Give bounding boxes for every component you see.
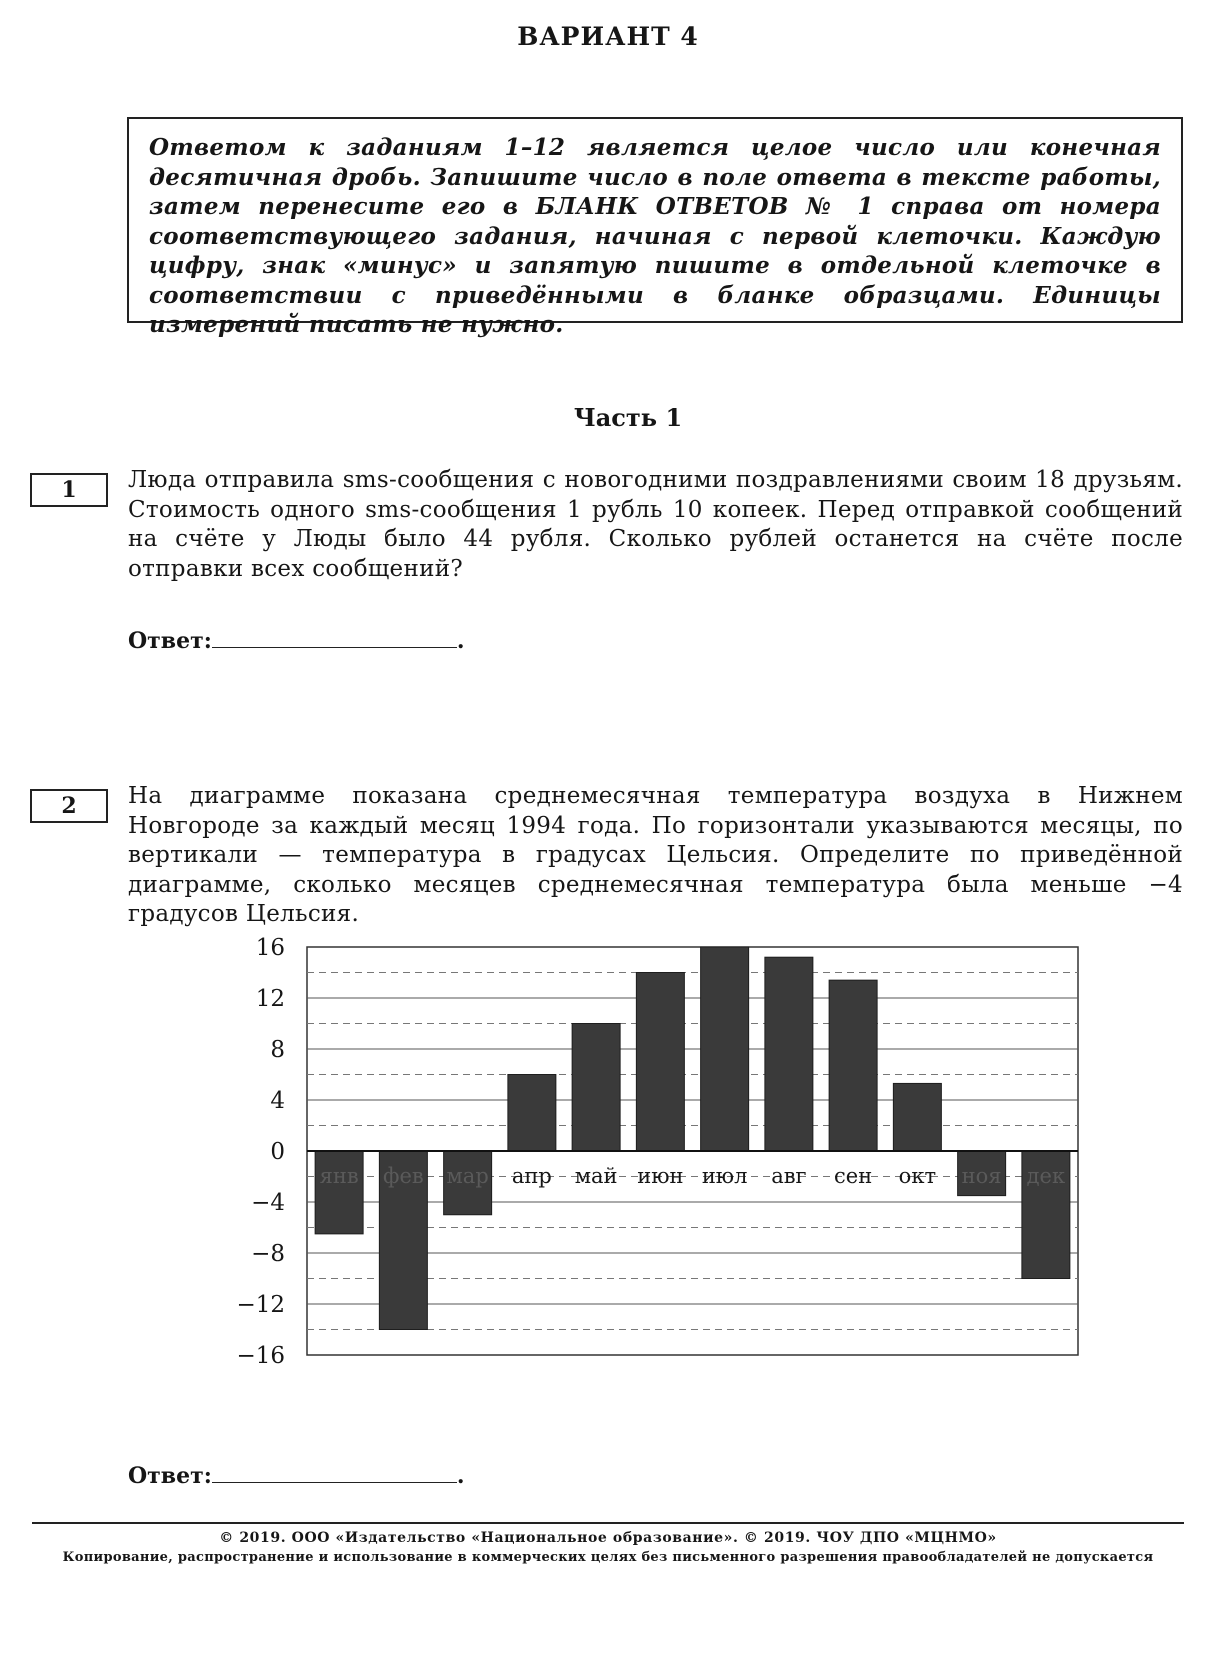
footer-copyright: © 2019. ООО «Издательство «Национальное образование». © 2019. ЧОУ ДПО «МЦНМО» bbox=[219, 1530, 997, 1546]
x-category-label: сен bbox=[834, 1164, 873, 1188]
instruction-text: Ответом к заданиям 1–12 является целое число или конечная десятичная дробь. Запишите число в поле ответа в тексте работы, затем перенесите его в БЛАНК ОТВЕТОВ № 1 справа от номера соответствующего задания, начиная с первой клеточки. Каждую цифру, знак «минус» и запятую пишите в отдельной клеточке в соответствии с приведёнными в бланке образцами. Единицы измерений писать не нужно. bbox=[149, 134, 1161, 338]
part-title: Часть 1 bbox=[573, 403, 683, 432]
y-tick-label: −12 bbox=[236, 1292, 285, 1318]
bar-апр bbox=[508, 1075, 556, 1152]
answer-line-2 bbox=[128, 1463, 465, 1489]
bar-окт bbox=[893, 1083, 941, 1151]
y-tick-label: 4 bbox=[270, 1088, 285, 1114]
x-category-label: фев bbox=[383, 1164, 424, 1188]
y-tick-label: 0 bbox=[270, 1139, 285, 1165]
x-category-label: ноя bbox=[961, 1164, 1002, 1188]
y-tick-label: −4 bbox=[251, 1190, 285, 1216]
task-number-1: 1 bbox=[30, 473, 108, 507]
footer-divider bbox=[32, 1522, 1184, 1524]
x-category-label: мар bbox=[446, 1164, 489, 1188]
x-category-label: дек bbox=[1026, 1164, 1066, 1188]
x-category-label: авг bbox=[771, 1164, 807, 1188]
bar-май bbox=[572, 1024, 620, 1152]
x-category-label: окт bbox=[898, 1164, 937, 1188]
instruction-box bbox=[127, 117, 1183, 338]
answer-label: Ответ: bbox=[128, 1463, 212, 1489]
answer-line-1 bbox=[128, 628, 465, 654]
answer-end: . bbox=[456, 628, 465, 654]
x-category-label: янв bbox=[319, 1164, 359, 1188]
x-category-label: июн bbox=[637, 1164, 684, 1188]
answer-blank[interactable] bbox=[212, 629, 457, 648]
y-tick-label: 12 bbox=[255, 986, 285, 1012]
y-tick-label: 16 bbox=[255, 935, 285, 961]
y-tick-label: −16 bbox=[236, 1343, 285, 1365]
task-text-2: На диаграмме показана среднемесячная температура воздуха в Нижнем Новгороде за каждый месяц 1994 года. По горизонтали указываются месяцы, по вертикали — температура в градусах Цельсия. Определите по приведённой диаграмме, сколько месяцев среднемесячная температура была меньше −4 градусов Цельсия. bbox=[128, 783, 1183, 927]
y-tick-label: 8 bbox=[270, 1037, 285, 1063]
chart-svg bbox=[210, 925, 1090, 1365]
bar-июн bbox=[636, 973, 684, 1152]
bar-авг bbox=[765, 957, 813, 1151]
temperature-chart bbox=[210, 925, 1090, 1365]
footer-notice: Копирование, распространение и использование в коммерческих целях без письменного разрешения правообладателей не допускается bbox=[62, 1550, 1154, 1565]
x-category-label: июл bbox=[701, 1164, 748, 1188]
answer-label: Ответ: bbox=[128, 628, 212, 654]
bar-сен bbox=[829, 980, 877, 1151]
x-category-label: май bbox=[574, 1164, 618, 1188]
answer-end: . bbox=[456, 1463, 465, 1489]
bar-июл bbox=[701, 947, 749, 1151]
answer-blank[interactable] bbox=[212, 1464, 457, 1483]
task-number-2: 2 bbox=[30, 789, 108, 823]
variant-title: ВАРИАНТ 4 bbox=[517, 22, 699, 51]
y-tick-label: −8 bbox=[251, 1241, 285, 1267]
task-text-1: Люда отправила sms-сообщения с новогодними поздравлениями своим 18 друзьям. Стоимость одного sms-сообщения 1 рубль 10 копеек. Перед отправкой сообщений на счёте у Люды было 44 рубля. Сколько рублей останется на счёте после отправки всех сообщений? bbox=[128, 467, 1183, 582]
x-category-label: апр bbox=[511, 1164, 552, 1188]
